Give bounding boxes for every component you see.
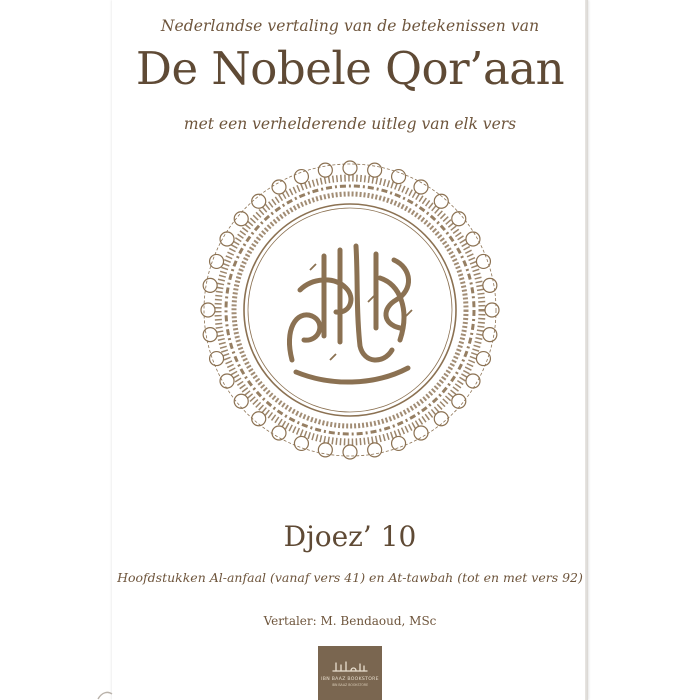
book-cover (112, 0, 588, 700)
cover-subtitle-top: Nederlandse vertaling van de betekenissen van (160, 17, 540, 35)
cover-subtitle-bottom: met een verhelderende uitleg van elk vers (183, 115, 517, 133)
translator-credit: Vertaler: M. Bendaoud, MSc (263, 614, 437, 628)
publisher-subline: IBN BAAZ BOOKSTORE (331, 683, 369, 687)
publisher-name: IBN BAAZ BOOKSTORE (321, 677, 379, 682)
publisher-logo (318, 646, 382, 700)
page-corner-mark (96, 688, 114, 700)
chapters-description: Hoofdstukken Al-anfaal (vanaf vers 41) en At-tawbah (tot en met vers 92) (117, 570, 583, 585)
quran-calligraphy-medallion-icon (200, 160, 500, 460)
juz-number: Djoez’ 10 (283, 520, 417, 553)
cover-title: De Nobele Qor’aan (135, 42, 565, 95)
arabic-logo-icon (330, 659, 370, 675)
cover-edge (585, 0, 588, 700)
